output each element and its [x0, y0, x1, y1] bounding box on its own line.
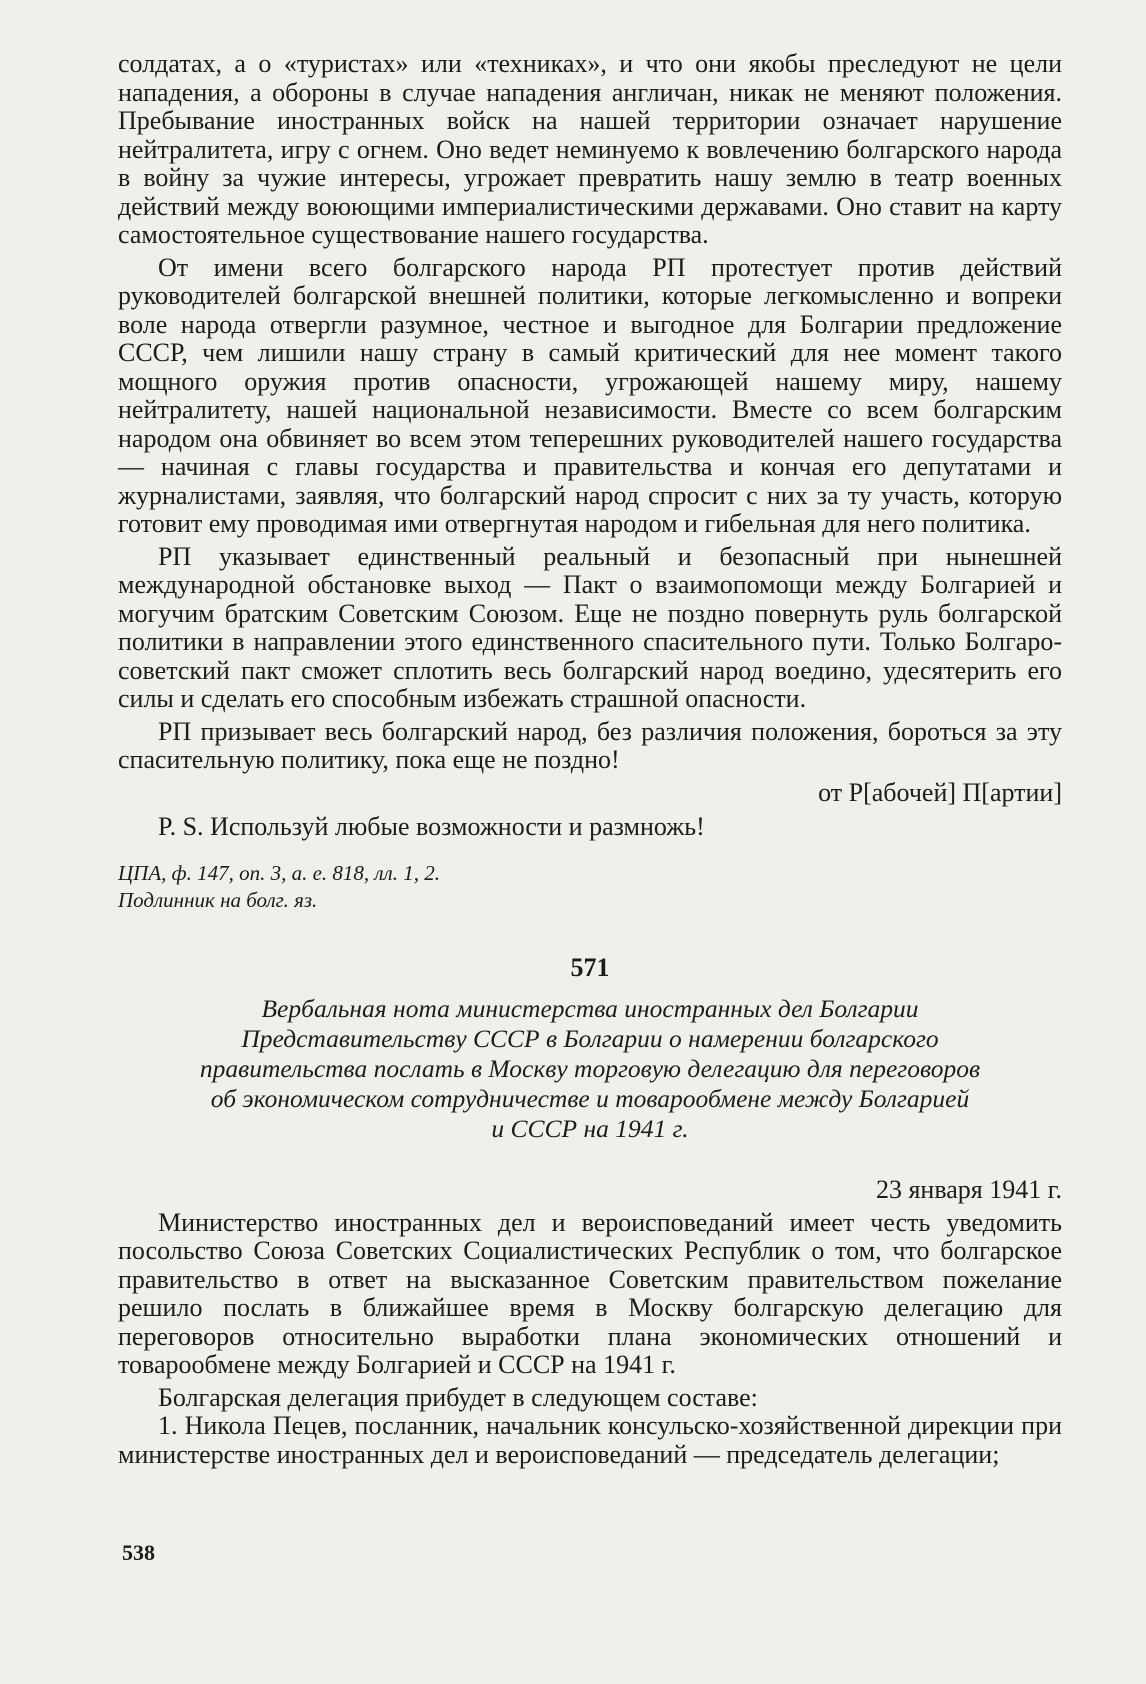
paragraph-top-4: РП призывает весь болгарский народ, без различия положения, бороться за эту спасительную политику, пока еще не поздно! [118, 716, 1062, 774]
document-title-line: правительства послать в Москву торговую делегацию для переговоров [199, 1054, 981, 1083]
original-language-note: Подлинник на болг. яз. [118, 887, 318, 912]
paragraph-bottom-1: Министерство иностранных дел и вероисповеданий имеет честь уведомить посольство Союза Советских Социалистических Республик о том, что болгарское правительство в ответ на высказанное Советским правительством пожелание решило послать в ближайшее время в Москву болгарскую делегацию для переговоров относительно выработки плана экономических отношений и товарообмене между Болгарией и СССР на 1941 г. [118, 1207, 1062, 1379]
paragraph-top-3: РП указывает единственный реальный и безопасный при нынешней международной обстановке выход — Пакт о взаимопомощи между Болгарией и могучим братским Советским Союзом. Еще не поздно повернуть руль болгарской политики в направлении этого единственного спасительного пути. Только Болгаро-советский пакт сможет сплотить весь болгарский народ воедино, удесятерить его силы и сделать его способным избежать страшной опасности. [118, 541, 1062, 713]
signature: от Р[абочей] П[артии] [818, 777, 1062, 807]
document-date: 23 января 1941 г. [875, 1175, 1062, 1204]
paragraph-bottom-2: Болгарская делегация прибудет в следующем составе: [158, 1382, 758, 1412]
paragraph-top-2: От имени всего болгарского народа РП протестует против действий руководителей болгарской внешней политики, которые легкомысленно и вопреки воле народа отвергли разумное, честное и выгодное для Болгарии предложение СССР, чем лишили нашу страну в самый критический для нее момент такого мощного оружия против опасности, угрожающей нашему миру, нашему нейтралитету, нашей национальной независимости. Вместе со всем болгарским народом она обвиняет во всем этом теперешних руководителей нашего государства — начиная с главы государства и правительства и кончая его депутатами и журналистами, заявляя, что болгарский народ спросит с них за ту участь, которую готовит ему проводимая ими отвергнутая народом и гибельная для него политика. [118, 252, 1062, 538]
page-number: 538 [122, 1540, 155, 1565]
document-title-line: об экономическом сотрудничестве и товарообмене между Болгарией [210, 1084, 970, 1113]
document-title-line: Вербальная нота министерства иностранных дел Болгарии [261, 994, 919, 1023]
document-number: 571 [570, 952, 610, 982]
document-title [118, 994, 1062, 1144]
paragraph-bottom-3: 1. Никола Пецев, посланник, начальник консульско-хозяйственной дирекции при министерстве иностранных дел и вероисповеданий — председатель делегации; [118, 1411, 1062, 1469]
document-title-line: и СССР на 1941 г. [491, 1114, 689, 1143]
paragraph-top-1: солдатах, а о «туристах» или «техниках», и что они якобы преследуют не цели нападения, а обороны в случае нападения англичан, никак не меняют положения. Пребывание иностранных войск на нашей территории означает нарушение нейтралитета, игру с огнем. Оно ведет неминуемо к вовлечению болгарского народа в войну за чужие интересы, угрожает превратить нашу землю в театр военных действий между воюющими империалистическими державами. Оно ставит на карту самостоятельное существование нашего государства. [118, 49, 1062, 249]
archive-reference-block [118, 860, 1062, 914]
postscript: P. S. Используй любые возможности и размножь! [158, 812, 705, 841]
document-page [118, 50, 1062, 1469]
archive-reference: ЦПА, ф. 147, оп. 3, а. е. 818, лл. 1, 2. [118, 860, 440, 885]
document-title-line: Представительству СССР в Болгарии о намерении болгарского [241, 1024, 939, 1053]
